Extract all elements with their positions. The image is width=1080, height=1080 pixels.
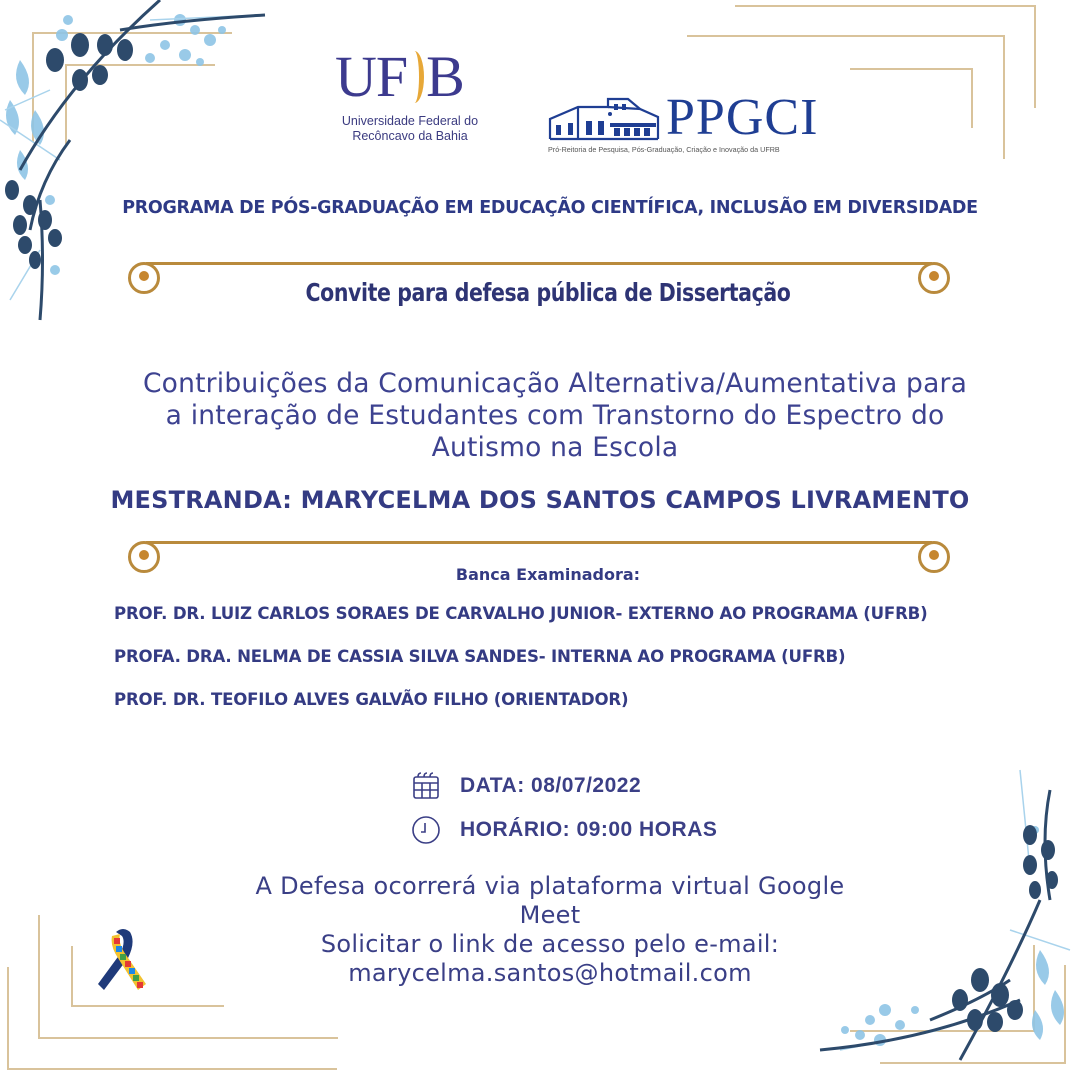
frame-line [7, 1068, 337, 1070]
clock-icon [410, 814, 442, 846]
date-row [410, 764, 717, 808]
ppgci-logo [548, 89, 838, 154]
ppgci-logo-subtitle: Pró-Reitoria de Pesquisa, Pós-Graduação, Criação e Inovação da UFRB [548, 145, 780, 154]
committee-member: PROF. DR. LUIZ CARLOS SORAES DE CARVALHO JUNIOR- EXTERNO AO PROGRAMA (UFRB) [114, 604, 928, 623]
autism-awareness-ribbon-icon [98, 928, 148, 994]
ufrb-logo-subtitle: Universidade Federal do Recôncavo da Bahia [341, 114, 479, 143]
ufrb-logo-letters: UF [335, 44, 408, 109]
frame-line [7, 967, 9, 1070]
time-text: HORÁRIO: 09:00 HORAS [460, 818, 718, 841]
date-text: DATA: 08/07/2022 [460, 774, 642, 797]
frame-line [71, 1005, 224, 1007]
face-profile-icon [405, 51, 424, 103]
frame-line [687, 35, 1005, 37]
frame-line [38, 1037, 338, 1039]
invite-heading: Convite para defesa pública de Dissertação [305, 278, 791, 307]
dissertation-title: Contribuições da Comunicação Alternativa/Aumentativa para a interação de Estudantes com Transtorno do Espectro do Autismo na Escola [142, 368, 968, 463]
committee-member: PROF. DR. TEOFILO ALVES GALVÃO FILHO (ORIENTADOR) [114, 690, 629, 709]
committee-heading: Banca Examinadora: [455, 565, 641, 584]
footer-instructions: A Defesa ocorrerá via plataforma virtual Google Meet Solicitar o link de acesso pelo e-mail: marycelma.santos@hotmail.com [150, 872, 950, 988]
time-row [410, 808, 717, 852]
student-name: MESTRANDA: MARYCELMA DOS SANTOS CAMPOS LIVRAMENTO [110, 486, 970, 514]
ufrb-logo-mark [335, 44, 485, 109]
ppgci-logo-text: PPGCI [666, 89, 819, 146]
frame-line [71, 946, 73, 1006]
frame-line [1034, 5, 1036, 108]
committee-member: PROFA. DRA. NELMA DE CASSIA SILVA SANDES- INTERNA AO PROGRAMA (UFRB) [114, 647, 846, 666]
schedule-info [410, 764, 717, 852]
frame-line [850, 68, 973, 70]
frame-line [38, 915, 40, 1039]
ufrb-logo [335, 44, 485, 144]
frame-line [971, 68, 973, 128]
committee-list [114, 604, 927, 733]
frame-line [1003, 35, 1005, 159]
building-icon [548, 95, 660, 141]
calendar-icon [410, 770, 442, 802]
ufrb-logo-letter-b: B [426, 44, 464, 109]
contact-email[interactable]: marycelma.santos@hotmail.com [348, 959, 752, 987]
frame-line [735, 5, 1035, 7]
program-name: PROGRAMA DE PÓS-GRADUAÇÃO EM EDUCAÇÃO CIENTÍFICA, INCLUSÃO EM DIVERSIDADE [122, 198, 978, 218]
